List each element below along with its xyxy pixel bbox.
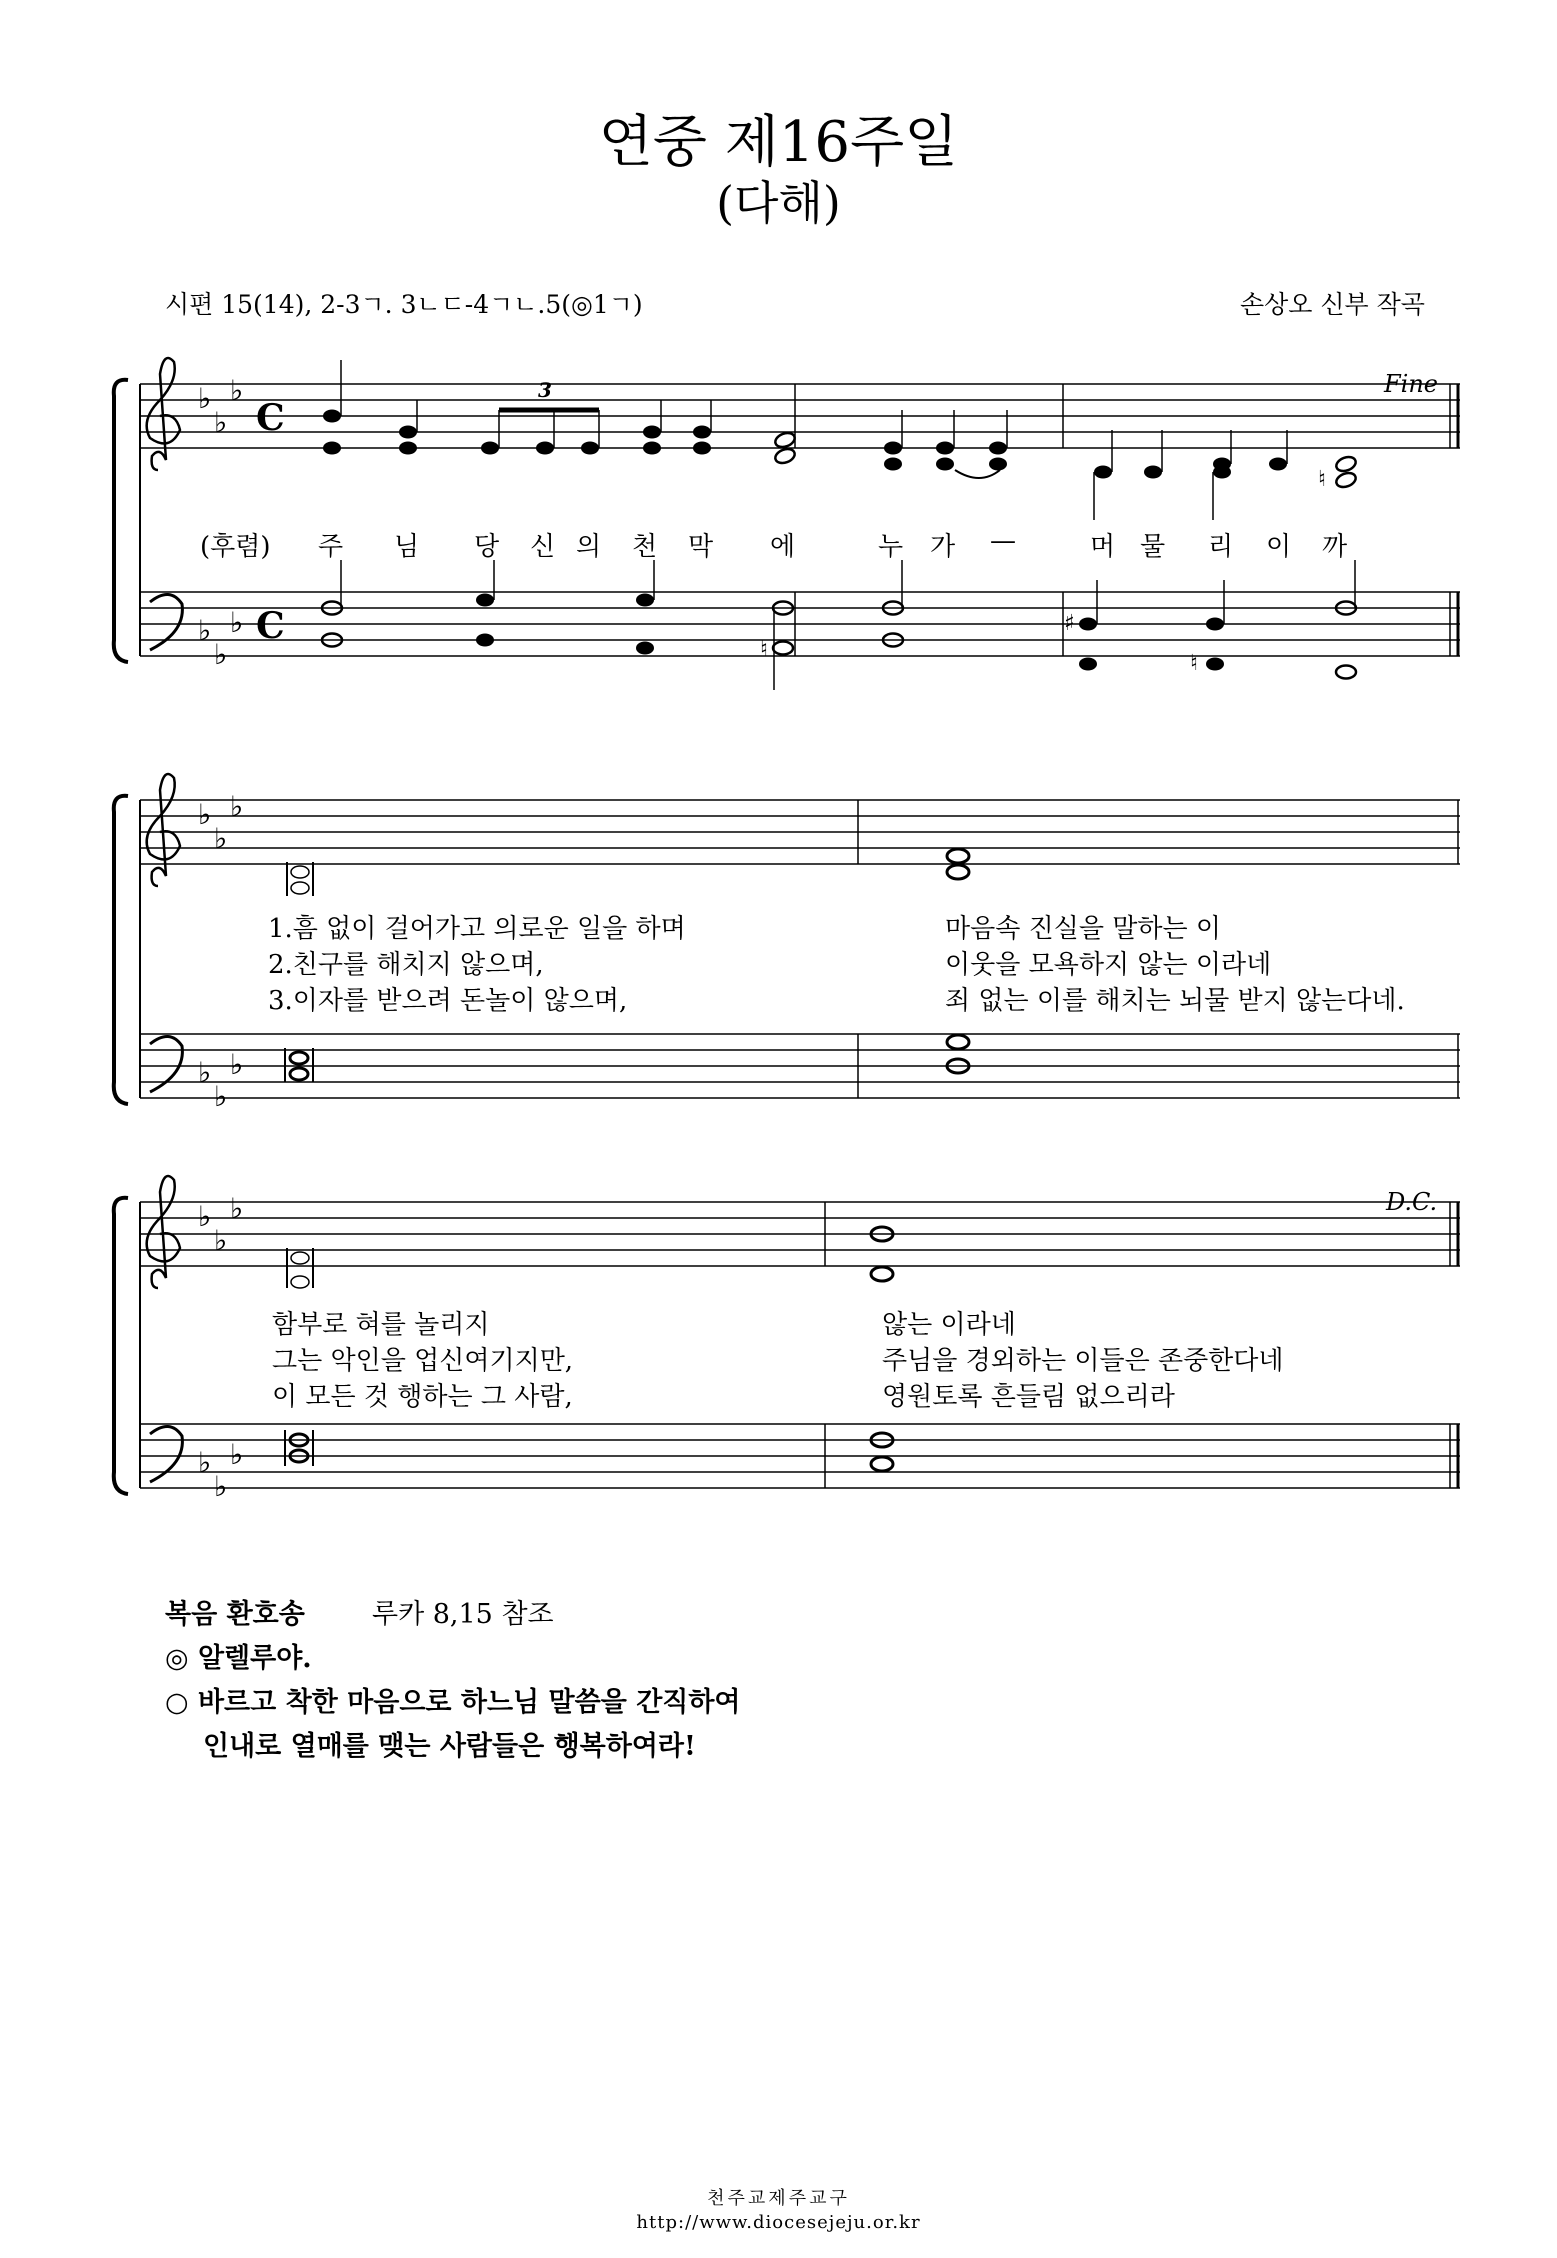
gospel-label: 복음 환호송 — [165, 1599, 305, 1630]
lyric-syllable: 누 — [878, 532, 904, 562]
svg-text:♭: ♭ — [230, 1048, 244, 1081]
lyric-syllable: (후렴) — [200, 532, 271, 562]
verse-line: 그는 악인을 업신여기지만, — [272, 1346, 574, 1376]
footer-url[interactable]: http://www.diocesejeju.or.kr — [636, 2212, 921, 2233]
verse-line: 함부로 혀를 놀리지 — [272, 1310, 490, 1340]
page-title: 연중 제16주일 — [598, 110, 959, 175]
verse-line: 이웃을 모욕하지 않는 이라네 — [945, 950, 1272, 980]
svg-text:♭: ♭ — [230, 374, 244, 407]
svg-text:♮: ♮ — [760, 637, 768, 662]
svg-text:♭: ♭ — [198, 1200, 212, 1233]
lyric-syllable: 머 — [1090, 532, 1116, 562]
page-subtitle: (다해) — [716, 176, 841, 230]
svg-text:♮: ♮ — [1318, 467, 1326, 492]
svg-text:♭: ♭ — [230, 790, 244, 823]
svg-text:♭: ♭ — [230, 1192, 244, 1225]
lyric-syllable: — — [990, 526, 1016, 556]
svg-text:♭: ♭ — [214, 406, 228, 439]
verse-line: 주님을 경외하는 이들은 존중한다네 — [882, 1346, 1284, 1376]
triplet-mark: 3 — [538, 378, 552, 402]
lyric-syllable: 까 — [1322, 532, 1348, 562]
lyric-syllable: 막 — [688, 532, 714, 562]
system-1 — [114, 358, 1460, 690]
footer-org: 천주교제주교구 — [707, 2188, 850, 2209]
svg-text:♯: ♯ — [1064, 611, 1075, 636]
svg-text:♭: ♭ — [214, 1470, 228, 1503]
gospel-verse-line: ○ 바르고 착한 마음으로 하느님 말씀을 간직하여 — [165, 1687, 741, 1718]
fine-mark: Fine — [1384, 370, 1438, 398]
lyric-syllable: 리 — [1208, 532, 1234, 562]
svg-text:♭: ♭ — [214, 822, 228, 855]
lyric-syllable: 물 — [1140, 532, 1166, 562]
svg-text:♭: ♭ — [214, 638, 228, 671]
verse-line: 2.친구를 해치지 않으며, — [268, 950, 544, 980]
svg-text:♭: ♭ — [198, 1446, 212, 1479]
verse-line: 마음속 진실을 말하는 이 — [945, 914, 1221, 944]
verse-line: 영원토록 흔들림 없으리라 — [882, 1382, 1175, 1412]
gospel-reference: 루카 8,15 참조 — [372, 1599, 554, 1630]
svg-text:♭: ♭ — [214, 1224, 228, 1257]
verse-line: 이 모든 것 행하는 그 사람, — [272, 1382, 573, 1412]
svg-text:C: C — [256, 397, 285, 439]
svg-text:♭: ♭ — [198, 1056, 212, 1089]
svg-text:♭: ♭ — [230, 1438, 244, 1471]
svg-text:♭: ♭ — [198, 614, 212, 647]
verse-line: 않는 이라네 — [882, 1310, 1016, 1340]
svg-text:♭: ♭ — [198, 382, 212, 415]
svg-text:♮: ♮ — [1190, 651, 1198, 676]
gospel-verse-line: 인내로 열매를 맺는 사람들은 행복하여라! — [203, 1731, 696, 1762]
lyric-syllable: 주 — [318, 532, 344, 562]
lyric-syllable: 에 — [770, 532, 796, 562]
verse-line: 죄 없는 이를 해치는 뇌물 받지 않는다네. — [945, 986, 1405, 1016]
lyric-syllable: 당 — [474, 532, 500, 562]
lyric-syllable: 신 — [530, 532, 556, 562]
svg-text:♭: ♭ — [198, 798, 212, 831]
dc-mark: D.C. — [1386, 1188, 1438, 1216]
lyric-syllable: 가 — [930, 532, 956, 562]
svg-text:♭: ♭ — [214, 1080, 228, 1113]
lyric-syllable: 님 — [394, 532, 420, 562]
svg-text:C: C — [256, 605, 285, 647]
verse-line: 1.흠 없이 걸어가고 의로운 일을 하며 — [268, 914, 686, 944]
psalm-reference: 시편 15(14), 2-3ㄱ. 3ㄴㄷ-4ㄱㄴ.5(◎1ㄱ) — [165, 290, 643, 319]
lyric-syllable: 천 — [632, 532, 658, 562]
svg-text:♭: ♭ — [230, 606, 244, 639]
lyric-syllable: 이 — [1266, 532, 1292, 562]
gospel-response: ◎ 알렐루야. — [165, 1643, 312, 1674]
lyric-syllable: 의 — [576, 532, 602, 562]
composer-credit: 손상오 신부 작곡 — [1240, 290, 1425, 319]
verse-line: 3.이자를 받으려 돈놀이 않으며, — [268, 986, 628, 1016]
